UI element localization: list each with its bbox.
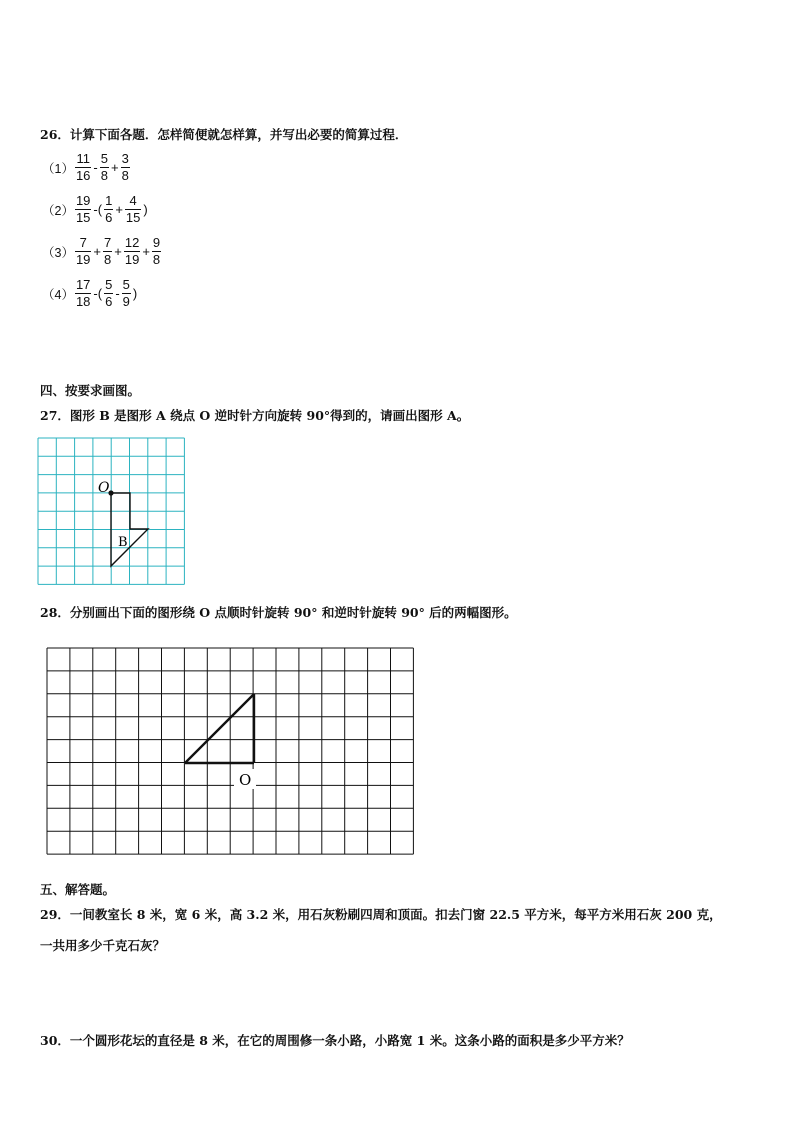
expression-parts: [74, 235, 162, 268]
numerator: 3: [121, 151, 129, 166]
numerator: 9: [152, 235, 161, 250]
denominator: 8: [100, 168, 108, 183]
point-o-label: O: [98, 480, 110, 496]
fraction: [104, 277, 113, 310]
denominator: 16: [75, 168, 91, 183]
fraction: [152, 235, 161, 268]
item-label: （2）: [42, 203, 74, 218]
item-label: （1）: [42, 161, 74, 176]
q26-item-2: [42, 193, 149, 226]
numerator: 5: [100, 151, 108, 166]
q26-item-1: [42, 151, 131, 184]
q26-item-4: [42, 277, 138, 310]
denominator: 9: [122, 294, 130, 309]
expression: [42, 235, 162, 268]
denominator: 18: [75, 294, 91, 309]
numerator: 7: [79, 235, 87, 250]
q28-grid: [47, 648, 413, 854]
operator: -(: [93, 286, 103, 301]
q29-line-1: 29．一间教室长 8 米，宽 6 米，高 3.2 米，用石灰粉刷四周和顶面。扣去门窗 22.5 平方米，每平方米用石灰 200 克，: [40, 907, 722, 922]
item-label: （3）: [42, 245, 74, 260]
expression: [42, 151, 131, 184]
numerator: 4: [129, 193, 137, 208]
expression-parts: [74, 193, 149, 226]
operator: ): [143, 202, 148, 217]
denominator: 19: [124, 252, 140, 267]
denominator: 19: [75, 252, 91, 267]
operator: +: [93, 244, 102, 259]
shape-b-label: B: [118, 535, 128, 550]
operator: -(: [93, 202, 103, 217]
denominator: 15: [125, 210, 141, 225]
numerator: 7: [104, 235, 112, 250]
operator: +: [115, 202, 123, 217]
operator: ): [132, 286, 138, 301]
operator: -: [115, 286, 120, 301]
expression-parts: [74, 151, 131, 184]
denominator: 8: [121, 168, 129, 183]
triangle-hypotenuse: [185, 694, 254, 763]
item-label: （4）: [42, 287, 74, 302]
fraction: [75, 235, 91, 268]
numerator: 17: [75, 277, 91, 292]
fraction: [100, 151, 109, 184]
denominator: 15: [75, 210, 91, 225]
expression: [42, 193, 149, 226]
fraction: [75, 277, 91, 310]
operator: -: [93, 160, 98, 175]
fraction: [124, 235, 140, 268]
q27-title: 27．图形 B 是图形 A 绕点 O 逆时针方向旋转 90°得到的，请画出图形 A。: [40, 408, 470, 423]
expression-parts: [74, 277, 138, 310]
denominator: 6: [105, 210, 113, 225]
fraction: [75, 151, 91, 184]
numerator: 5: [105, 277, 113, 292]
q29-line-2: 一共用多少千克石灰？: [40, 938, 166, 953]
operator: +: [142, 244, 150, 259]
fraction: [104, 193, 113, 226]
expression: [42, 277, 138, 310]
q28-title: 28．分别画出下面的图形绕 O 点顺时针旋转 90° 和逆时针旋转 90° 后的两幅图形。: [40, 605, 517, 620]
section-5-heading: 五、解答题。: [40, 882, 116, 897]
numerator: 11: [76, 151, 90, 166]
q28-grid-figure: [44, 645, 416, 859]
denominator: 6: [105, 294, 113, 309]
operator: +: [111, 160, 119, 175]
numerator: 12: [124, 235, 140, 250]
denominator: 8: [152, 252, 161, 267]
fraction: [75, 193, 91, 226]
point-o-label: O: [239, 771, 252, 789]
q30-title: 30．一个圆形花坛的直径是 8 米，在它的周围修一条小路，小路宽 1 米。这条小路的面积是多少平方米？: [40, 1033, 630, 1048]
numerator: 1: [105, 193, 113, 208]
q26-title: 26．计算下面各题．怎样简便就怎样算，并写出必要的简算过程．: [40, 127, 408, 142]
q26-item-3: [42, 235, 162, 268]
section-4-heading: 四、按要求画图。: [40, 383, 141, 398]
fraction: [121, 151, 130, 184]
denominator: 8: [104, 252, 112, 267]
fraction: [125, 193, 141, 226]
fraction: [103, 235, 112, 268]
numerator: 19: [75, 193, 91, 208]
numerator: 5: [122, 277, 130, 292]
fraction: [122, 277, 131, 310]
operator: +: [114, 244, 122, 259]
q27-grid-figure: [36, 436, 192, 588]
